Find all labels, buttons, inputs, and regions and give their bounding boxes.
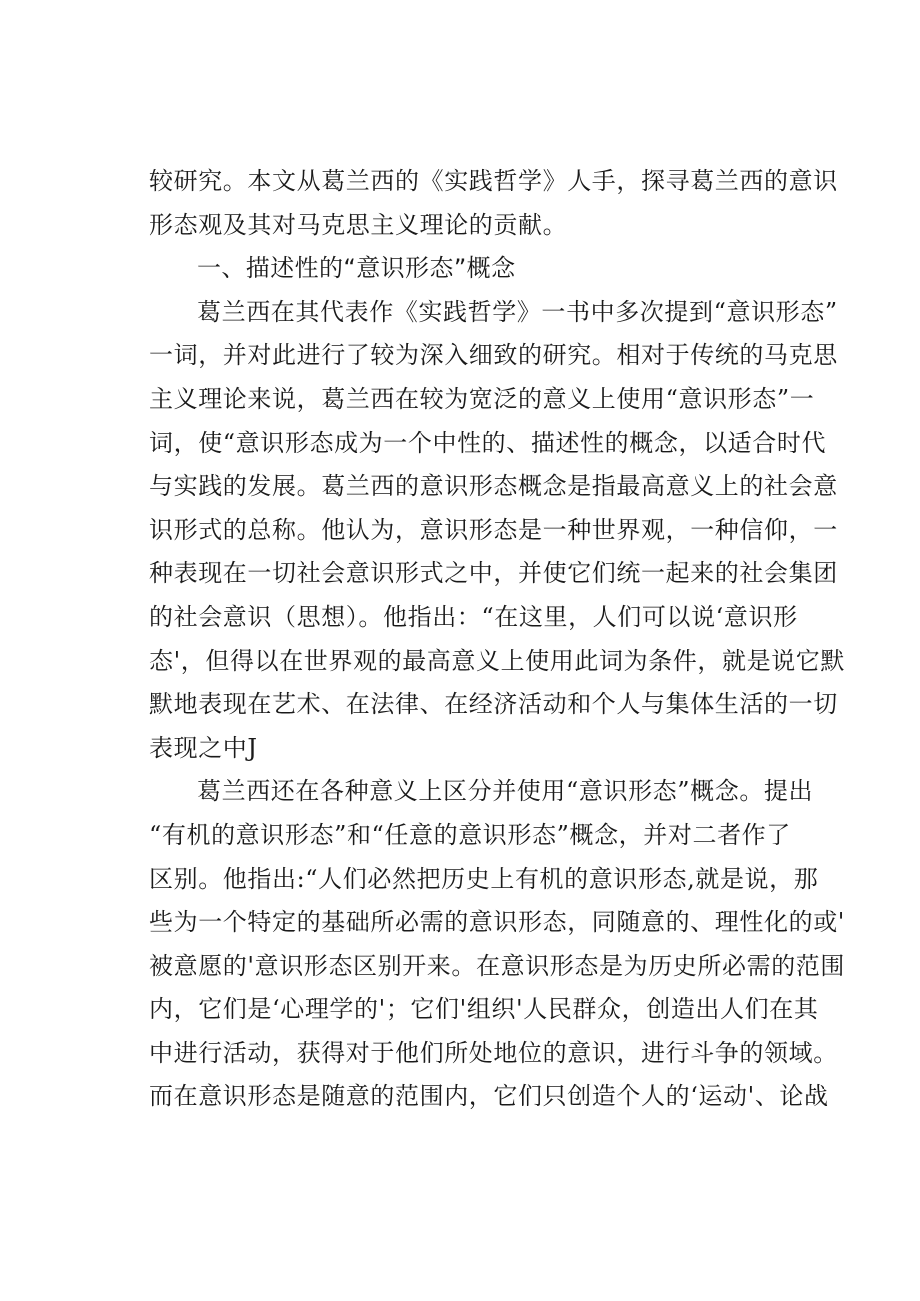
text-line: 形态观及其对马克思主义理论的贡献。 [149, 210, 568, 239]
text-line: 内，它们是‘心理学的'；它们'组织'人民群众，创造出人们在其 [149, 995, 819, 1024]
text-line: 种表现在一切社会意识形式之中，并使它们统一起来的社会集团 [149, 559, 838, 588]
text-line: 主义理论来说，葛兰西在较为宽泛的意义上使用“意识形态”一 [149, 384, 815, 413]
text-line: 态'，但得以在世界观的最高意义上使用此词为条件，就是说它默 [149, 646, 845, 675]
text-line: 与实践的发展。葛兰西的意识形态概念是指最高意义上的社会意 [149, 472, 838, 501]
document-body [149, 160, 845, 1119]
paragraph-ideology-concept [149, 291, 845, 771]
text-line: 默地表现在艺术、在法律、在经济活动和个人与集体生活的一切 [149, 690, 838, 719]
text-line: 区别。他指出:“人们必然把历史上有机的意识形态,就是说，那 [149, 864, 819, 893]
text-line: 葛兰西在其代表作《实践哲学》一书中多次提到“意识形态” [197, 297, 838, 326]
text-line: 较研究。本文从葛兰西的《实践哲学》人手，探寻葛兰西的意识 [149, 167, 838, 195]
paragraph-organic-ideology [149, 770, 845, 1119]
text-line: 识形式的总称。他认为，意识形态是一种世界观，一种信仰，一 [149, 515, 838, 544]
text-line: 葛兰西还在各种意义上区分并使用“意识形态”概念。提出 [197, 777, 814, 806]
text-line: 中进行活动，获得对于他们所处地位的意识，进行斗争的领域。 [149, 1038, 838, 1067]
text-line: 表现之中J [149, 733, 258, 762]
text-line: 一词，并对此进行了较为深入细致的研究。相对于传统的马克思 [149, 341, 838, 370]
text-line: 而在意识形态是随意的范围内，它们只创造个人的‘运动'、论战 [149, 1082, 829, 1111]
text-line: 被意愿的'意识形态区别开来。在意识形态是为历史所必需的范围 [149, 951, 845, 980]
text-line: 词，使“意识形态成为一个中性的、描述性的概念，以适合时代 [149, 428, 827, 457]
section-heading: 一、描述性的“意识形态”概念 [197, 254, 516, 283]
text-line: 些为一个特定的基础所必需的意识形态，同随意的、理性化的或' [149, 908, 845, 937]
text-line: 的社会意识（思想）。他指出：“在这里，人们可以说‘意识形 [149, 602, 798, 631]
intro-paragraph [149, 160, 838, 247]
text-line: “有机的意识形态”和“任意的意识形态”概念，并对二者作了 [149, 820, 791, 849]
